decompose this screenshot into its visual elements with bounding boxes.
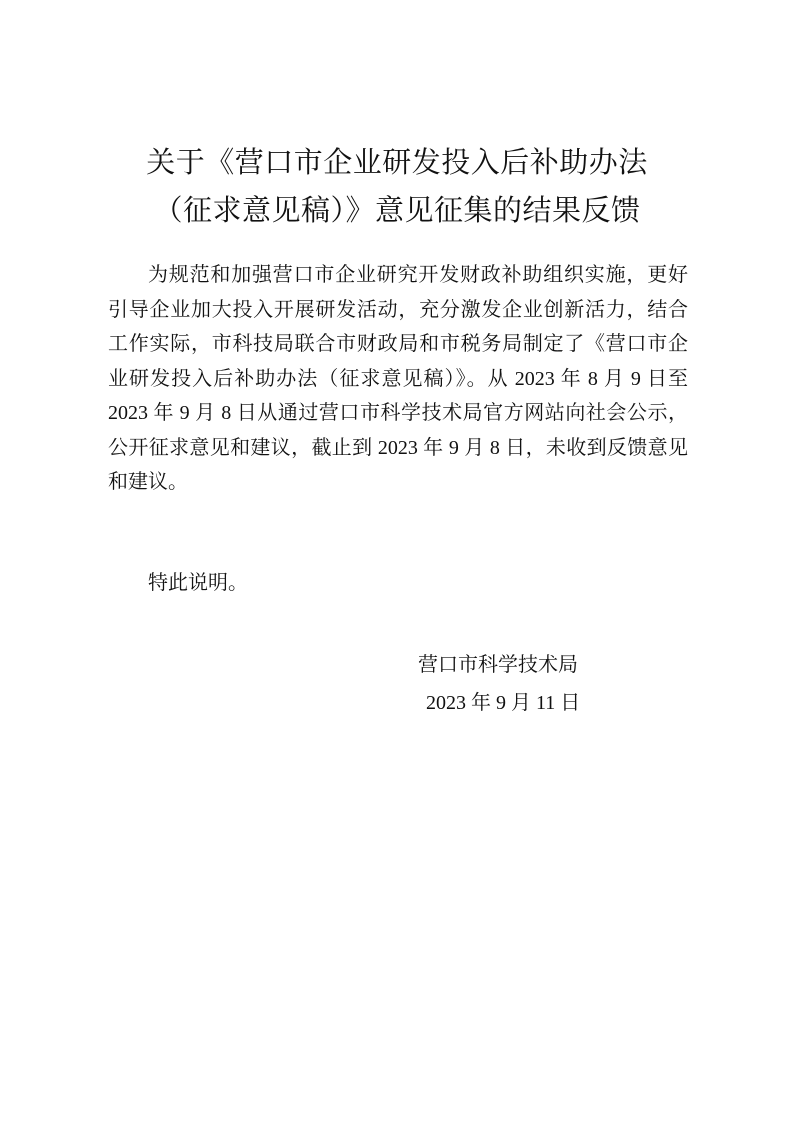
closing-remark: 特此说明。	[148, 572, 248, 594]
body-line-7: 和建议。	[108, 471, 188, 493]
signature-date: 2023 年 9 月 11 日	[426, 692, 581, 714]
body-line-6: 公开征求意见和建议，截止到 2023 年 9 月 8 日，未收到反馈意见	[108, 436, 688, 459]
title-line-1: 关于《营口市企业研发投入后补助办法	[146, 145, 648, 179]
title-line-2: （征求意见稿）》意见征集的结果反馈	[153, 193, 641, 227]
body-line-2: 引导企业加大投入开展研发活动，充分激发企业创新活力，结合	[108, 298, 688, 321]
body-line-5: 2023 年 9 月 8 日从通过营口市科学技术局官方网站向社会公示，	[108, 402, 688, 424]
body-line-1: 为规范和加强营口市企业研究开发财政补助组织实施，更好	[148, 264, 688, 286]
body-line-4: 业研发投入后补助办法（征求意见稿）》。从 2023 年 8 月 9 日至	[108, 367, 688, 390]
body-line-3: 工作实际，市科技局联合市财政局和市税务局制定了《营口市企	[108, 333, 688, 355]
signature-block	[418, 646, 580, 722]
body-paragraph	[108, 258, 688, 500]
signature-org: 营口市科学技术局	[418, 654, 578, 676]
document-title	[100, 138, 694, 234]
